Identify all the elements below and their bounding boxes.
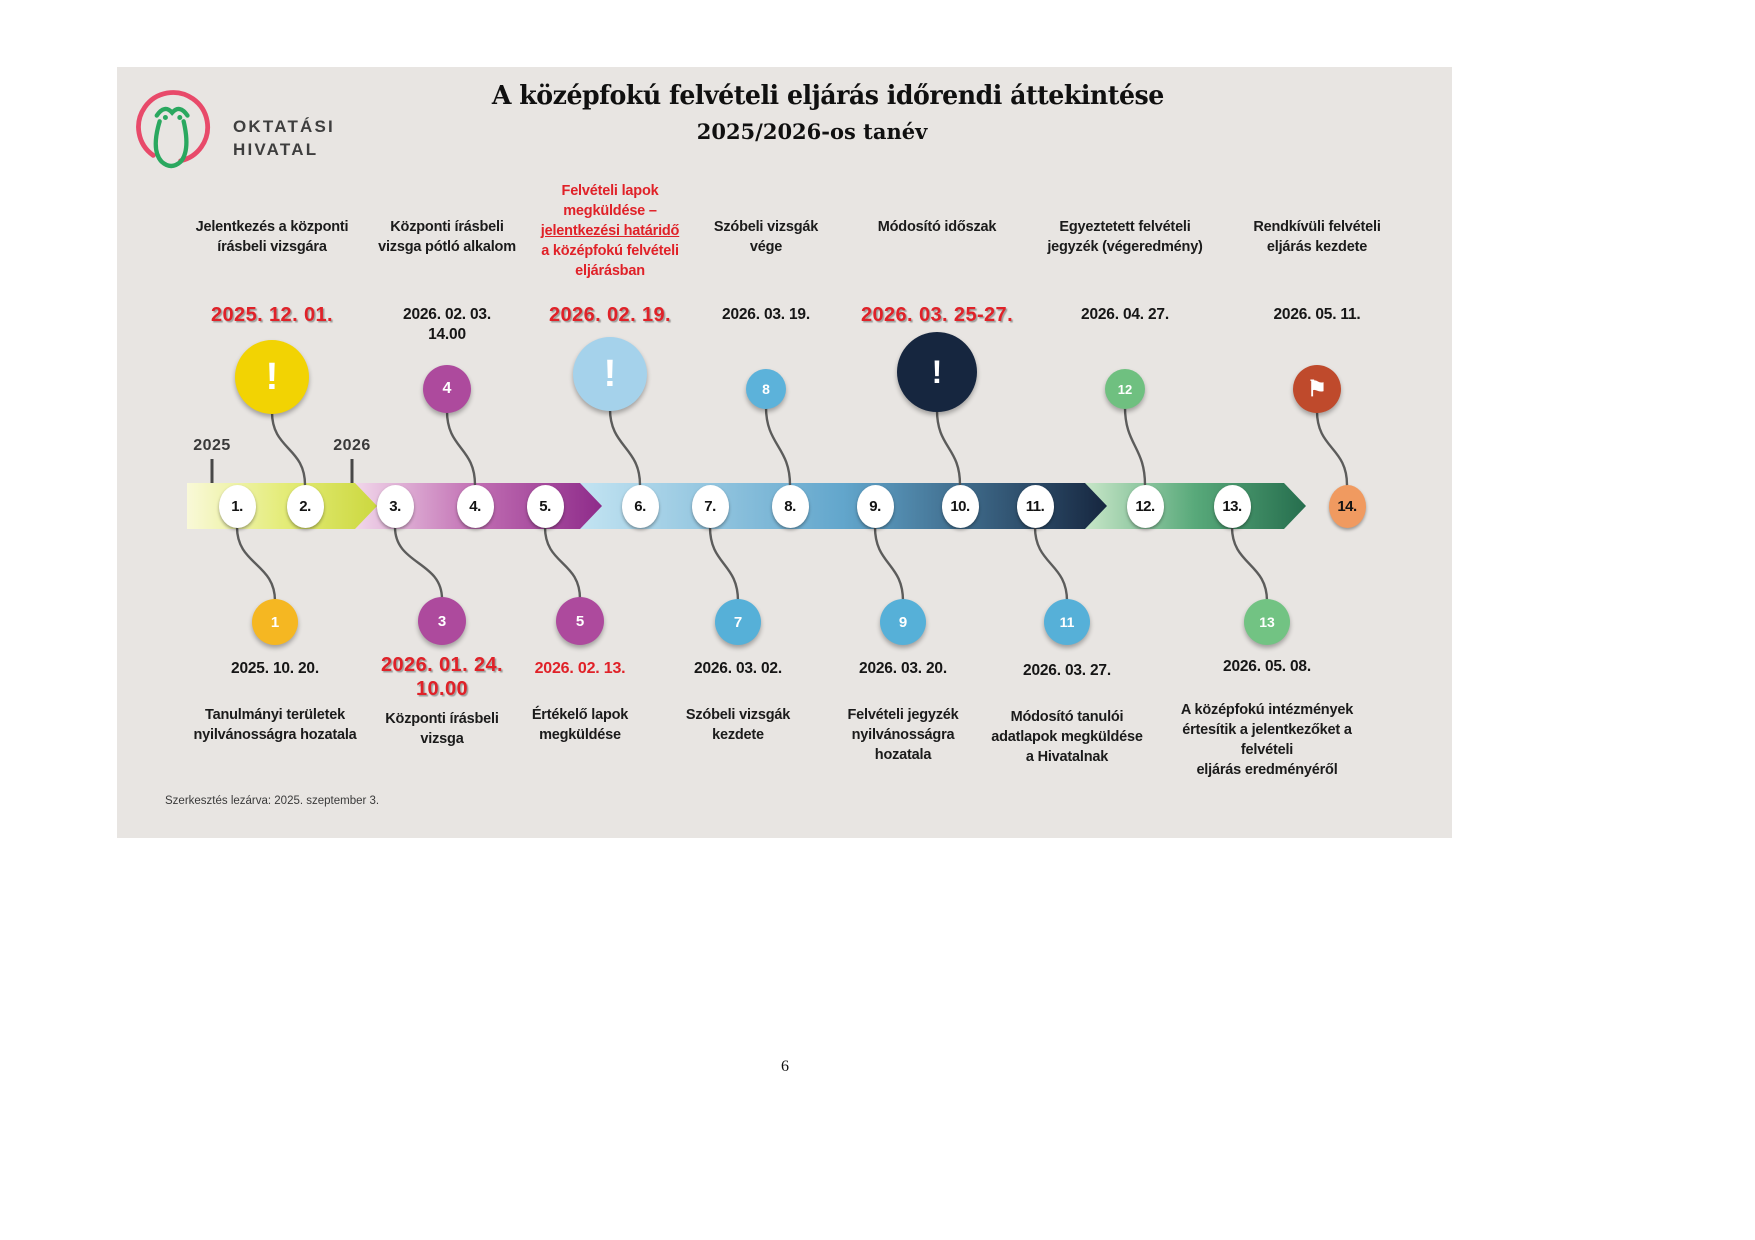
timeline-step-12 [1127,485,1164,528]
event-circle-number: 4 [442,380,452,397]
year-label-2026: 2026 [333,437,371,454]
timeline-step-label: 10. [950,497,970,515]
event-modosito-tanuloi-adatlapok-megkuldese-date: 2026. 03. 27. [1023,662,1111,679]
event-tanulmanyi-teruletek-nyilvanossagra-hozatala-circle [252,599,298,645]
event-egyeztetett-felveteli-jegyzek-circle [1105,369,1145,409]
connector-line [1232,527,1267,601]
timeline-step-label: 8. [784,497,796,515]
timeline-step-6 [622,485,659,528]
event-szobeli-vizsgak-vege-date: 2026. 03. 19. [722,306,810,323]
timeline-step-label: 4. [469,497,481,515]
event-felveteli-jegyzek-nyilvanossagra-hozatala-date: 2026. 03. 20. [859,660,947,677]
logo-org-line1: OKTATÁSI [233,117,335,136]
connector-line [1125,407,1145,485]
connector-line [1317,411,1347,485]
timeline-step-label: 14. [1337,497,1357,515]
timeline-step-label: 9. [869,497,881,515]
connector-line [545,527,580,599]
timeline-phase-1 [187,483,377,529]
event-kozponti-irasbeli-vizsga-date: 2026. 01. 24. 10.00 [381,654,503,700]
timeline-step-label: 7. [704,497,716,515]
timeline-phase-4 [1084,483,1306,529]
flag-icon: ⚑ [1307,376,1327,401]
timeline-step-label: 12. [1135,497,1155,515]
timeline-step-9 [857,485,894,528]
event-rendkivuli-felveteli-eljaras-kezdete-label: Rendkívüli felvételi eljárás kezdete [1253,219,1381,255]
event-kozponti-irasbeli-vizsga-circle [418,597,466,645]
event-modosito-idoszak-circle [897,332,977,412]
timeline-step-14 [1329,485,1366,528]
connector-line [610,409,640,485]
connector-line [272,412,305,485]
event-ertekelo-lapok-megkuldese-circle [556,597,604,645]
event-circle-number: 7 [733,613,743,631]
page-subtitle: 2025/2026-os tanév [696,119,928,144]
timeline-step-11 [1017,485,1054,528]
connector-line [937,410,960,485]
event-circle-number: 12 [1117,381,1133,397]
timeline-step-label: 11. [1025,497,1045,515]
event-felveteli-jegyzek-nyilvanossagra-hozatala-circle [880,599,926,645]
event-szobeli-vizsgak-kezdete-date: 2026. 03. 02. [694,660,782,677]
event-szobeli-vizsgak-vege-circle [746,369,786,409]
timeline-step-7 [692,485,729,528]
event-rendkivuli-felveteli-eljaras-kezdete-date: 2026. 05. 11. [1273,306,1361,323]
timeline-step-label: 3. [389,497,401,515]
page-title: A középfokú felvételi eljárás időrendi áttekintése [491,81,1164,111]
event-circle-number: 1 [270,613,280,631]
logo-text [233,115,335,161]
event-kozepfoku-intezmenyek-ertesitik-circle [1244,599,1290,645]
event-circle-number: ! [931,353,943,390]
year-label-2025: 2025 [193,437,231,454]
year-tick-2026 [351,459,354,483]
event-jelentkezes-kozponti-irasbeli-vizsgara-date: 2025. 12. 01. [211,304,333,326]
event-kozponti-irasbeli-vizsga-potlo-alkalom-label: Központi írásbeli vizsga pótló alkalom [378,219,516,255]
event-egyeztetett-felveteli-jegyzek-date: 2026. 04. 27. [1081,306,1169,323]
timeline-step-label: 5. [539,497,551,515]
oktatasi-hivatal-logo [127,81,427,191]
event-ertekelo-lapok-megkuldese-label: Értékelő lapok megküldése [531,707,629,743]
event-kozponti-irasbeli-vizsga-potlo-alkalom-date: 2026. 02. 03. 14.00 [403,306,491,343]
timeline-step-4 [457,485,494,528]
timeline-step-13 [1214,485,1251,528]
event-felveteli-jegyzek-nyilvanossagra-hozatala-label: Felvételi jegyzék nyilvánosságra hozatala [847,707,959,763]
timeline-step-2 [287,485,324,528]
event-kozepfoku-intezmenyek-ertesitik-date: 2026. 05. 08. [1223,658,1311,675]
event-kozepfoku-intezmenyek-ertesitik-label: A középfokú intézmények értesítik a jelentkezőket a felvételi eljárás eredményéről [1180,702,1354,778]
event-felveteli-lapok-megkuldese-label: Felvételi lapok megküldése – jelentkezési határidő a középfokú felvételi eljárásban [540,183,680,279]
timeline-step-label: 1. [231,497,243,515]
event-szobeli-vizsgak-kezdete-label: Szóbeli vizsgák kezdete [685,707,791,743]
event-circle-number: ! [265,355,279,398]
timeline-step-label: 2. [299,497,311,515]
year-tick-2025 [211,459,214,483]
event-circle-number: 11 [1059,614,1075,630]
event-rendkivuli-felveteli-eljaras-kezdete-circle [1293,365,1341,413]
timeline-step-label: 6. [634,497,646,515]
logo-org-line2: HIVATAL [233,140,319,159]
timeline-step-3 [377,485,414,528]
event-felveteli-lapok-megkuldese-circle [573,337,647,411]
event-circle-number: 5 [575,612,585,630]
event-tanulmanyi-teruletek-nyilvanossagra-hozatala-label: Tanulmányi területek nyilvánosságra hozatala [193,707,357,743]
timeline-step-label: 13. [1222,497,1242,515]
slide-card [117,67,1452,838]
event-kozponti-irasbeli-vizsga-label: Központi írásbeli vizsga [385,711,499,747]
event-tanulmanyi-teruletek-nyilvanossagra-hozatala-date: 2025. 10. 20. [231,660,319,677]
timeline-step-1 [219,485,256,528]
connector-line [766,407,790,485]
owl-logo-icon [127,81,223,177]
event-modosito-idoszak-date: 2026. 03. 25-27. [860,304,1014,326]
event-modosito-tanuloi-adatlapok-megkuldese-label: Módosító tanulói adatlapok megküldése a Hivatalnak [991,709,1143,765]
event-circle-number: ! [603,352,617,395]
connector-line [395,527,442,599]
page-number: 6 [781,1058,789,1075]
timeline-step-10 [942,485,979,528]
event-modosito-idoszak-label: Módosító időszak [877,219,997,235]
event-modosito-tanuloi-adatlapok-megkuldese-circle [1044,599,1090,645]
event-ertekelo-lapok-megkuldese-date: 2026. 02. 13. [534,660,626,677]
event-jelentkezes-kozponti-irasbeli-vizsgara-label: Jelentkezés a központi írásbeli vizsgára [195,219,349,255]
event-circle-number: 9 [898,613,908,631]
event-egyeztetett-felveteli-jegyzek-label: Egyeztetett felvételi jegyzék (végeredmény) [1047,219,1203,255]
timeline-step-8 [772,485,809,528]
footnote: Szerkesztés lezárva: 2025. szeptember 3. [165,795,380,807]
event-szobeli-vizsgak-kezdete-circle [715,599,761,645]
timeline-step-5 [527,485,564,528]
connector-line [710,527,738,601]
event-felveteli-lapok-megkuldese-date: 2026. 02. 19. [549,304,671,326]
event-szobeli-vizsgak-vege-label: Szóbeli vizsgák vége [713,219,819,255]
event-circle-number: 3 [437,612,447,630]
event-jelentkezes-kozponti-irasbeli-vizsgara-circle [235,340,309,414]
event-kozponti-irasbeli-vizsga-potlo-alkalom-circle [423,365,471,413]
connector-line [447,411,475,485]
event-circle-number: 8 [762,381,770,397]
connector-line [237,527,275,601]
connector-line [1035,527,1067,601]
connector-line [875,527,903,601]
event-circle-number: 13 [1259,614,1275,630]
